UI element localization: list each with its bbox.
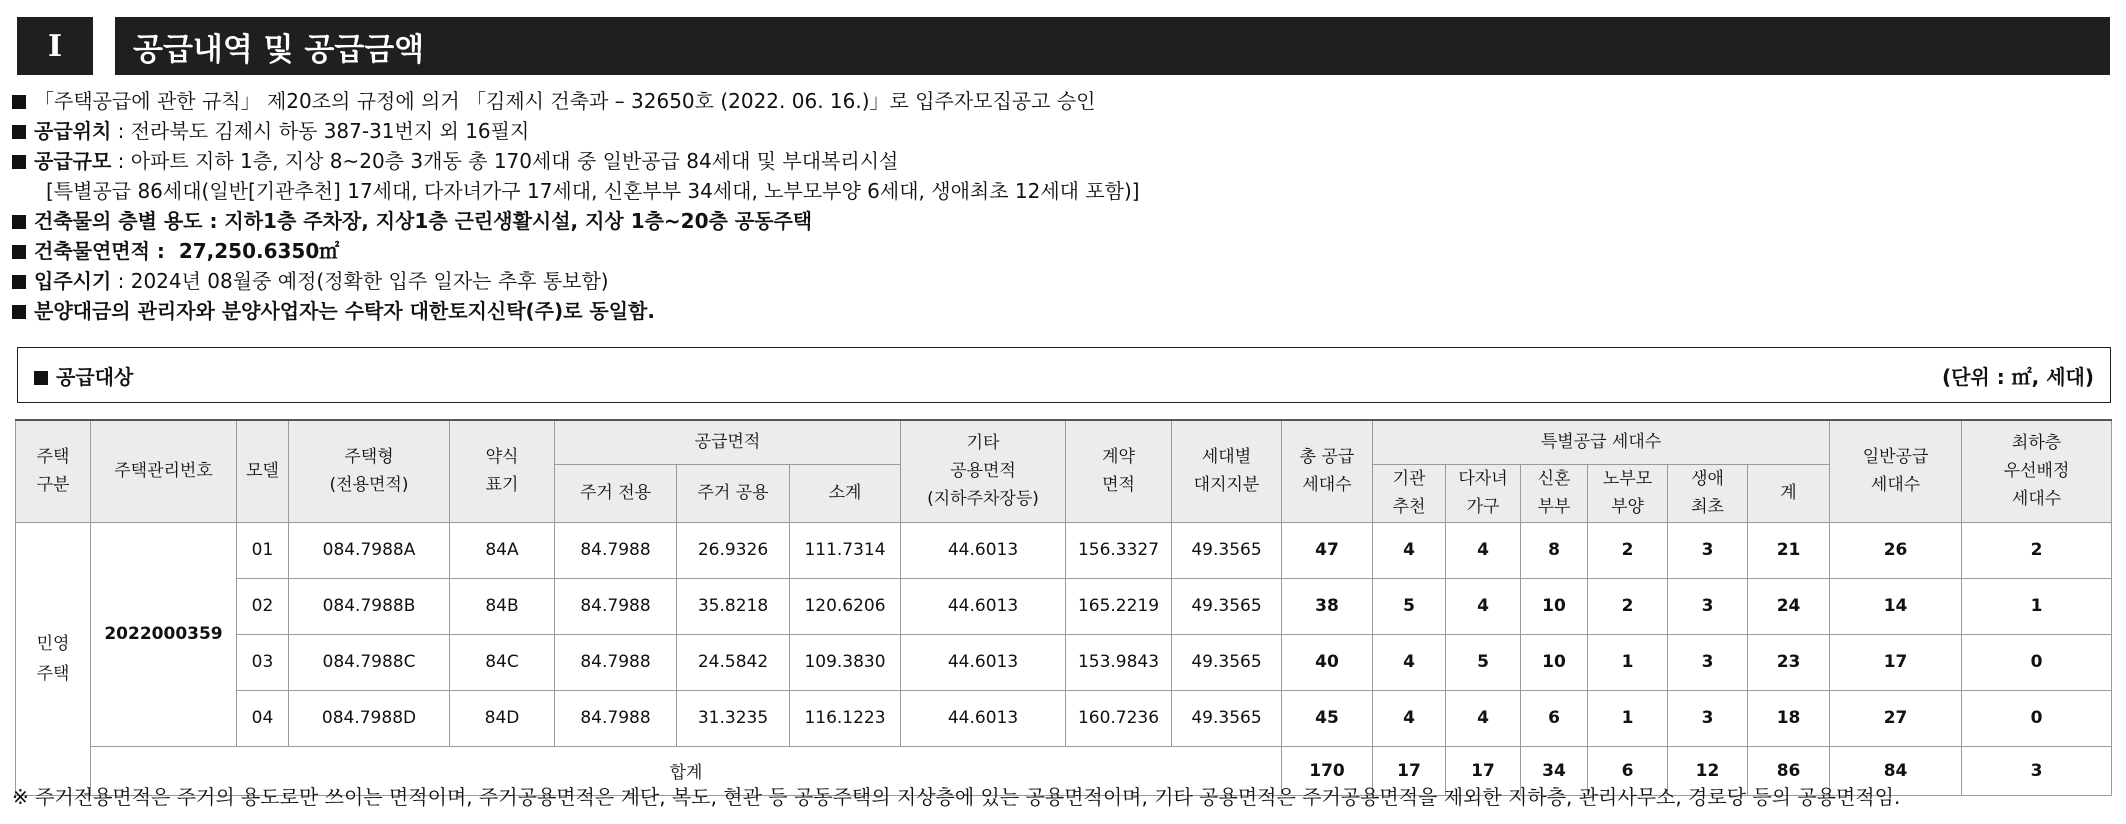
exclusive-cell: 84.7988 xyxy=(555,578,677,634)
approval-text: 「주택공급에 관한 규칙」 제20조의 규정에 의거 「김제시 건축과 – 32650호 (2022. 06. 16.)」로 입주자모집공고 승인 xyxy=(34,89,1096,113)
intro-scale xyxy=(12,146,2112,176)
gross-area-value: 27,250.6350㎡ xyxy=(178,239,340,263)
th-lowest-floor: 최하층 우선배정 세대수 xyxy=(1962,420,2112,522)
sp-multichild-cell: 4 xyxy=(1446,522,1521,578)
land-share-cell: 49.3565 xyxy=(1172,634,1282,690)
other-common-cell: 44.6013 xyxy=(901,522,1066,578)
total-units-cell: 38 xyxy=(1282,578,1373,634)
sp-parents-cell: 2 xyxy=(1588,522,1668,578)
sp-institution-cell: 4 xyxy=(1373,522,1446,578)
house-type-cell: 084.7988B xyxy=(289,578,450,634)
sp-multichild-cell: 5 xyxy=(1446,634,1521,690)
contract-area-cell: 153.9843 xyxy=(1066,634,1172,690)
th-sp-first: 생애 최초 xyxy=(1668,464,1748,522)
common-cell: 35.8218 xyxy=(677,578,790,634)
house-type-cell: 084.7988A xyxy=(289,522,450,578)
abbr-cell: 84C xyxy=(450,634,555,690)
model-cell: 03 xyxy=(237,634,289,690)
scale-detail: [특별공급 86세대(일반[기관추천] 17세대, 다자녀가구 17세대, 신혼부부 34세대, 노부모부양 6세대, 생애최초 12세대 포함)] xyxy=(46,179,1140,203)
intro-floor-use xyxy=(12,206,2112,236)
contract-area-cell: 165.2219 xyxy=(1066,578,1172,634)
th-sp-sum: 계 xyxy=(1748,464,1830,522)
abbr-cell: 84B xyxy=(450,578,555,634)
sum-multichild-cell: 17 xyxy=(1446,746,1521,795)
intro-approval xyxy=(12,86,2112,116)
sum-general-cell: 84 xyxy=(1830,746,1962,795)
location-label: 공급위치 xyxy=(34,119,112,143)
general-cell: 14 xyxy=(1830,578,1962,634)
th-other-common: 기타 공용면적 (지하주차장등) xyxy=(901,420,1066,522)
table-row xyxy=(16,690,2112,746)
lowest-floor-cell: 1 xyxy=(1962,578,2112,634)
subtotal-cell: 120.6206 xyxy=(790,578,901,634)
sp-parents-cell: 1 xyxy=(1588,690,1668,746)
sp-first-cell: 3 xyxy=(1668,522,1748,578)
land-share-cell: 49.3565 xyxy=(1172,522,1282,578)
sp-first-cell: 3 xyxy=(1668,690,1748,746)
footnote: ※ 주거전용면적은 주거의 용도로만 쓰이는 면적이며, 주거공용면적은 계단, 복도, 현관 등 공동주택의 지상층에 있는 공용면적이며, 기타 공용면적은 주거공용면적을 제외한 지하층, 관리사무소, 경로당 등의 공용면적임. xyxy=(12,785,1901,809)
bullet-square-icon xyxy=(12,125,26,139)
sp-multichild-cell: 4 xyxy=(1446,578,1521,634)
table-row xyxy=(16,634,2112,690)
supply-target-box xyxy=(17,347,2111,403)
sp-sum-cell: 18 xyxy=(1748,690,1830,746)
abbr-cell: 84A xyxy=(450,522,555,578)
th-general: 일반공급 세대수 xyxy=(1830,420,1962,522)
total-units-cell: 45 xyxy=(1282,690,1373,746)
bullet-square-icon xyxy=(12,155,26,169)
subtotal-cell: 109.3830 xyxy=(790,634,901,690)
supply-table xyxy=(15,419,2112,796)
sp-first-cell: 3 xyxy=(1668,634,1748,690)
other-common-cell: 44.6013 xyxy=(901,634,1066,690)
gross-area-label: 건축물연면적 : xyxy=(34,239,165,263)
mgmt-number-cell: 2022000359 xyxy=(91,522,237,746)
abbr-cell: 84D xyxy=(450,690,555,746)
housing-kind-cell: 민영 주택 xyxy=(16,522,91,795)
exclusive-cell: 84.7988 xyxy=(555,634,677,690)
bullet-square-icon xyxy=(12,305,26,319)
bullet-square-icon xyxy=(12,215,26,229)
subtotal-cell: 111.7314 xyxy=(790,522,901,578)
sum-institution-cell: 17 xyxy=(1373,746,1446,795)
sum-first-cell: 12 xyxy=(1668,746,1748,795)
supply-target-title: 공급대상 xyxy=(56,364,134,389)
th-supply-area: 공급면적 xyxy=(555,420,901,464)
th-common: 주거 공용 xyxy=(677,464,790,522)
intro-gross-area xyxy=(12,236,2112,266)
sp-institution-cell: 5 xyxy=(1373,578,1446,634)
model-cell: 02 xyxy=(237,578,289,634)
move-in-value: : 2024년 08월중 예정(정확한 입주 일자는 추후 통보함) xyxy=(117,269,609,293)
bullet-square-icon xyxy=(34,371,48,385)
th-special: 특별공급 세대수 xyxy=(1373,420,1830,464)
move-in-label: 입주시기 xyxy=(34,269,112,293)
common-cell: 24.5842 xyxy=(677,634,790,690)
sp-sum-cell: 24 xyxy=(1748,578,1830,634)
lowest-floor-cell: 2 xyxy=(1962,522,2112,578)
th-housing-type: 주택 구분 xyxy=(16,420,91,522)
section-number: I xyxy=(17,17,93,75)
model-cell: 04 xyxy=(237,690,289,746)
table-row xyxy=(16,578,2112,634)
general-cell: 26 xyxy=(1830,522,1962,578)
sp-parents-cell: 1 xyxy=(1588,634,1668,690)
sum-parents-cell: 6 xyxy=(1588,746,1668,795)
exclusive-cell: 84.7988 xyxy=(555,522,677,578)
contract-area-cell: 160.7236 xyxy=(1066,690,1172,746)
model-cell: 01 xyxy=(237,522,289,578)
th-abbr: 약식 표기 xyxy=(450,420,555,522)
sp-multichild-cell: 4 xyxy=(1446,690,1521,746)
house-type-cell: 084.7988D xyxy=(289,690,450,746)
trustee-text: 분양대금의 관리자와 분양사업자는 수탁자 대한토지신탁(주)로 동일함. xyxy=(34,299,655,323)
sp-institution-cell: 4 xyxy=(1373,634,1446,690)
lowest-floor-cell: 0 xyxy=(1962,690,2112,746)
th-land-share: 세대별 대지지분 xyxy=(1172,420,1282,522)
th-house-type: 주택형 (전용면적) xyxy=(289,420,450,522)
sp-parents-cell: 2 xyxy=(1588,578,1668,634)
house-type-cell: 084.7988C xyxy=(289,634,450,690)
th-total-units: 총 공급 세대수 xyxy=(1282,420,1373,522)
general-cell: 27 xyxy=(1830,690,1962,746)
sp-newlywed-cell: 8 xyxy=(1521,522,1588,578)
sp-sum-cell: 21 xyxy=(1748,522,1830,578)
th-sp-parents: 노부모 부양 xyxy=(1588,464,1668,522)
scale-label: 공급규모 xyxy=(34,149,112,173)
location-value: : 전라북도 김제시 하동 387-31번지 외 16필지 xyxy=(117,119,530,143)
th-model: 모델 xyxy=(237,420,289,522)
sp-newlywed-cell: 6 xyxy=(1521,690,1588,746)
floor-use-text: 건축물의 층별 용도 : 지하1층 주차장, 지상1층 근린생활시설, 지상 1층~20층 공동주택 xyxy=(34,209,813,233)
exclusive-cell: 84.7988 xyxy=(555,690,677,746)
th-sp-newlywed: 신혼 부부 xyxy=(1521,464,1588,522)
intro-move-in xyxy=(12,266,2112,296)
th-subtotal: 소계 xyxy=(790,464,901,522)
land-share-cell: 49.3565 xyxy=(1172,578,1282,634)
sp-first-cell: 3 xyxy=(1668,578,1748,634)
total-units-cell: 47 xyxy=(1282,522,1373,578)
intro-trustee xyxy=(12,296,2112,326)
subtotal-cell: 116.1223 xyxy=(790,690,901,746)
bullet-square-icon xyxy=(12,95,26,109)
unit-label: (단위 : ㎡, 세대) xyxy=(1941,364,2094,389)
total-units-cell: 40 xyxy=(1282,634,1373,690)
scale-value: : 아파트 지하 1층, 지상 8~20층 3개동 총 170세대 중 일반공급 84세대 및 부대복리시설 xyxy=(117,149,899,173)
supply-target-heading xyxy=(34,361,133,390)
sp-sum-cell: 23 xyxy=(1748,634,1830,690)
sp-institution-cell: 4 xyxy=(1373,690,1446,746)
general-cell: 17 xyxy=(1830,634,1962,690)
sum-label-cell: 합계 xyxy=(91,746,1282,795)
th-exclusive: 주거 전용 xyxy=(555,464,677,522)
th-sp-institution: 기관 추천 xyxy=(1373,464,1446,522)
land-share-cell: 49.3565 xyxy=(1172,690,1282,746)
other-common-cell: 44.6013 xyxy=(901,578,1066,634)
bullet-square-icon xyxy=(12,275,26,289)
section-title: 공급내역 및 공급금액 xyxy=(115,17,2110,75)
intro-list xyxy=(12,86,2112,326)
table-row xyxy=(16,522,2112,578)
sp-newlywed-cell: 10 xyxy=(1521,634,1588,690)
other-common-cell: 44.6013 xyxy=(901,690,1066,746)
intro-location xyxy=(12,116,2112,146)
sum-special-cell: 86 xyxy=(1748,746,1830,795)
bullet-square-icon xyxy=(12,245,26,259)
sum-total-cell: 170 xyxy=(1282,746,1373,795)
sum-lowest-cell: 3 xyxy=(1962,746,2112,795)
th-sp-multichild: 다자녀 가구 xyxy=(1446,464,1521,522)
contract-area-cell: 156.3327 xyxy=(1066,522,1172,578)
sum-newlywed-cell: 34 xyxy=(1521,746,1588,795)
common-cell: 31.3235 xyxy=(677,690,790,746)
sp-newlywed-cell: 10 xyxy=(1521,578,1588,634)
th-contract-area: 계약 면적 xyxy=(1066,420,1172,522)
common-cell: 26.9326 xyxy=(677,522,790,578)
lowest-floor-cell: 0 xyxy=(1962,634,2112,690)
th-mgmt-no: 주택관리번호 xyxy=(91,420,237,522)
